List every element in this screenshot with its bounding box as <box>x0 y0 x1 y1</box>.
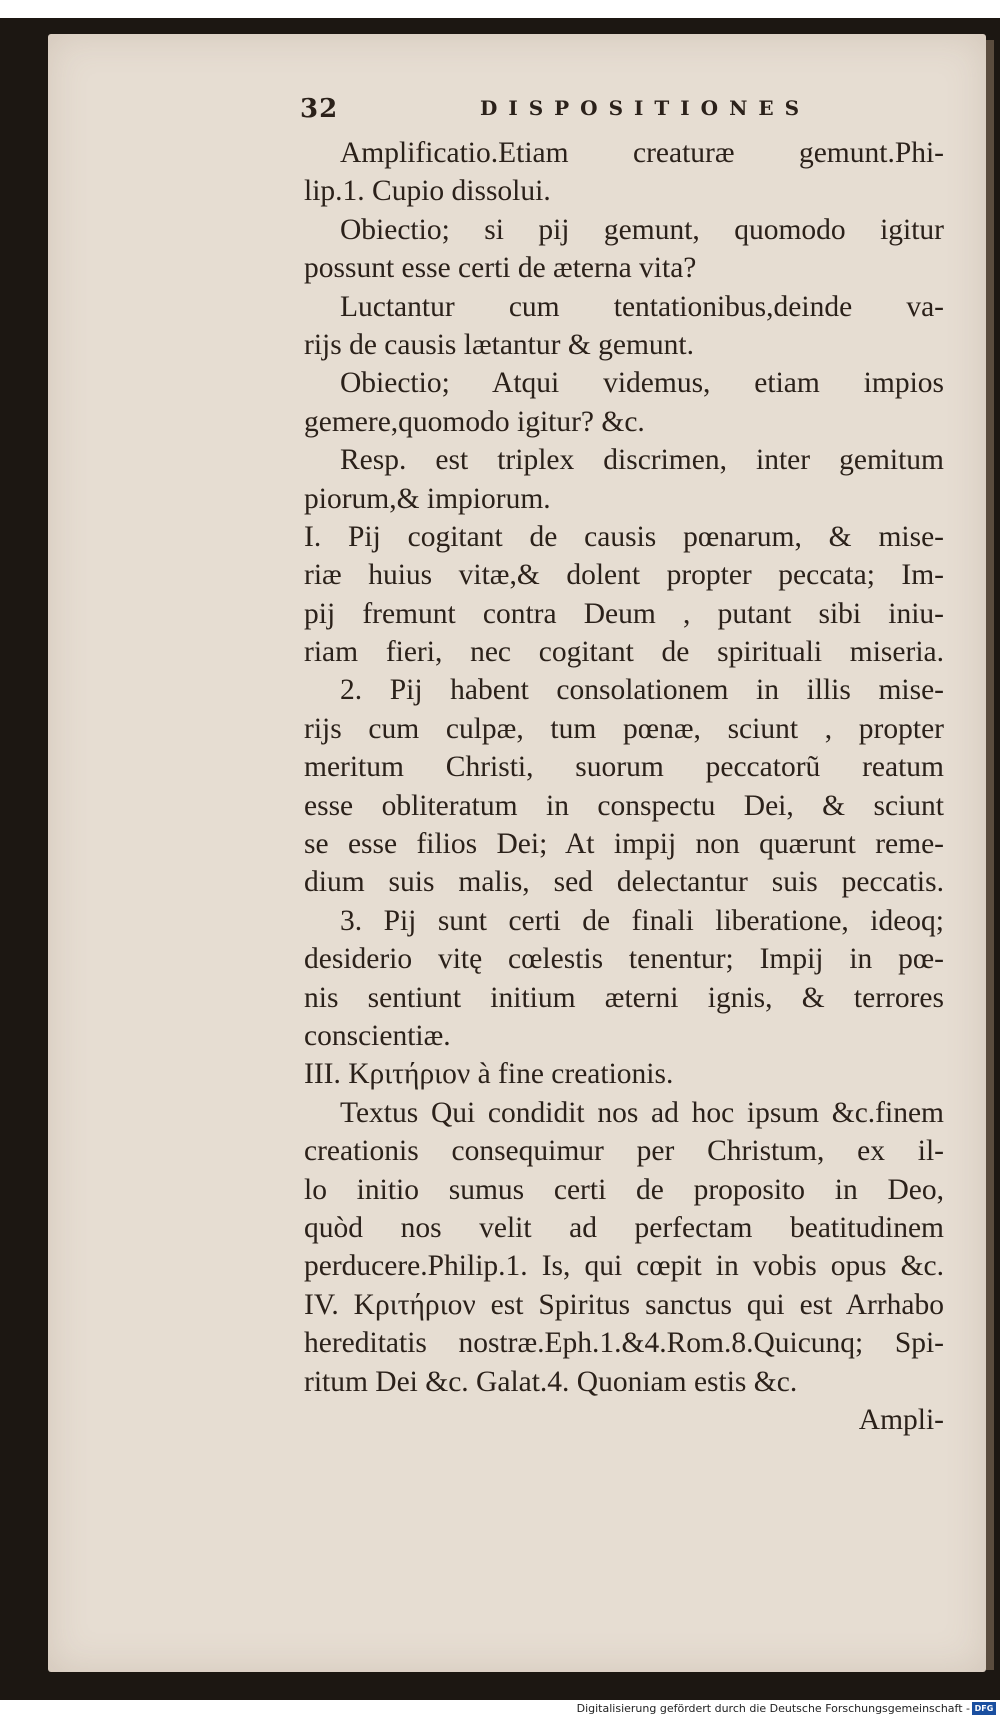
text-line: Obiectio; si pij gemunt, quomodo igitur <box>340 213 944 246</box>
text-line: I. Pij cogitant de causis pœnarum, & mise- <box>304 520 944 553</box>
text-line: IV. Κριτήριον est Spiritus sanctus qui est Arrhabo <box>304 1288 944 1321</box>
page-edge <box>986 40 994 1670</box>
text-line: esse obliteratum in conspectu Dei, & sciunt <box>304 789 944 822</box>
dfg-logo: DFG <box>972 1702 996 1715</box>
text-line: Resp. est triplex discrimen, inter gemitum <box>340 444 944 477</box>
text-line: rijs cum culpæ, tum pœnæ, sciunt , propter <box>304 712 944 745</box>
text-line: Textus Qui condidit nos ad hoc ipsum &c.finem <box>340 1096 944 1129</box>
text-line: Obiectio; Atqui videmus, etiam impios <box>340 367 944 400</box>
text-line: gemere,quomodo igitur? &c. <box>304 405 645 438</box>
text-line: ritum Dei &c. Galat.4. Quoniam estis &c. <box>304 1365 798 1398</box>
body-text <box>304 134 944 1439</box>
text-line: lip.1. Cupio dissolui. <box>304 175 551 208</box>
footer-credit: Digitalisierung gefördert durch die Deutsche Forschungsgemeinschaft - <box>576 1702 970 1715</box>
text-line: nis sentiunt initium æterni ignis, & terrores <box>304 981 944 1014</box>
text-line: quòd nos velit ad perfectam beatitudinem <box>304 1211 944 1244</box>
text-line: riam fieri, nec cogitant de spirituali miseria. <box>304 636 944 669</box>
text-line: creationis consequimur per Christum, ex il- <box>304 1135 944 1168</box>
text-line: perducere.Philip.1. Is, qui cœpit in vobis opus &c. <box>304 1250 944 1283</box>
text-line: meritum Christi, suorum peccatorũ reatum <box>304 751 944 784</box>
text-line: lo initio sumus certi de proposito in Deo, <box>304 1173 944 1206</box>
text-line: 2. Pij habent consolationem in illis mise- <box>340 674 944 707</box>
footer <box>0 1700 1000 1718</box>
text-line: conscientiæ. <box>304 1019 451 1052</box>
text-line: Ampli- <box>858 1403 944 1436</box>
text-line: 3. Pij sunt certi de finali liberatione, ideoq; <box>340 904 944 937</box>
text-line: hereditatis nostræ.Eph.1.&4.Rom.8.Quicunq; Spi- <box>304 1327 944 1360</box>
text-line: riæ huius vitæ,& dolent propter peccata; Im- <box>304 559 944 592</box>
text-line: se esse filios Dei; At impij non quærunt reme- <box>304 828 944 861</box>
text-line: piorum,& impiorum. <box>304 482 551 515</box>
text-line: Amplificatio.Etiam creaturæ gemunt.Phi- <box>340 137 944 169</box>
text-line: dium suis malis, sed delectantur suis peccatis. <box>304 866 944 899</box>
text-line: III. Κριτήριον à fine creationis. <box>304 1058 674 1091</box>
text-line: pij fremunt contra Deum , putant sibi iniu- <box>304 597 944 630</box>
page-number: 32 <box>300 94 339 124</box>
text-line: rijs de causis lætantur & gemunt. <box>304 328 694 361</box>
text-line: possunt esse certi de æterna vita? <box>304 252 697 285</box>
text-line: Luctantur cum tentationibus,deinde va- <box>340 290 944 323</box>
text-line: desiderio vitę cœlestis tenentur; Impij in pœ- <box>304 943 944 976</box>
running-head: DISPOSITIONES <box>480 96 811 120</box>
